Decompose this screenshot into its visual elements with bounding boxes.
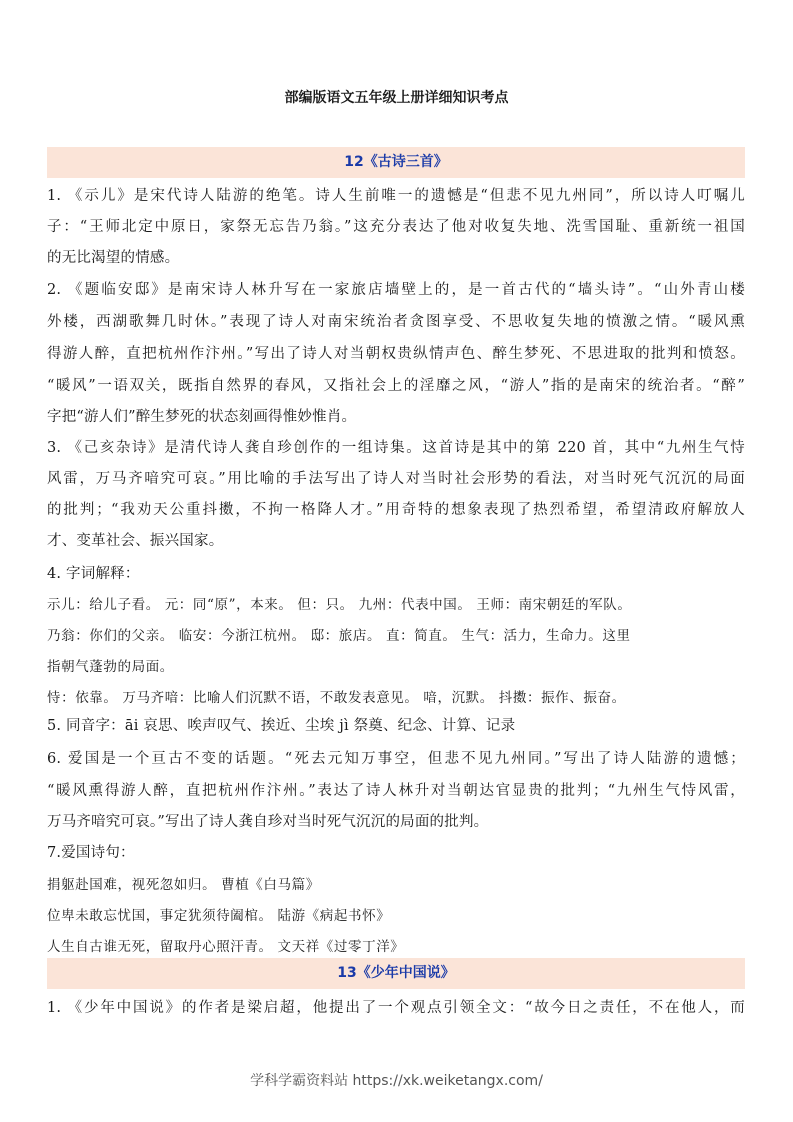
- text-line: 7.爱国诗句：: [47, 845, 135, 861]
- text-line: 6. 爱国是一个亘古不变的话题。“死去元知万事空，但悲不见九州同。”写出了诗人陆游的遗憾；: [47, 751, 745, 767]
- poem-line: 人生自古谁无死，留取丹心照汗青。 文天祥《过零丁洋》: [47, 939, 405, 955]
- text-line: 字把“游人们”醉生梦死的状态刻画得惟妙惟肖。: [47, 409, 357, 425]
- text-line: 恃：依靠。 万马齐喑：比喻人们沉默不语，不敢发表意见。 喑，沉默。 抖擞：振作、振奋。: [47, 690, 626, 706]
- text-line: 1. 《少年中国说》的作者是梁启超，他提出了一个观点引领全文：“故今日之责任，不在他人，而: [47, 1000, 745, 1016]
- text-line: “暖风熏得游人醉，直把杭州作汴州。”表达了诗人林升对当朝达官显贵的批判；“九州生气恃风雷，: [47, 783, 745, 799]
- page-title: 部编版语文五年级上册详细知识考点: [284, 90, 509, 106]
- text-line: 的无比渴望的情感。: [47, 250, 180, 266]
- text-line: 的批判；“我劝天公重抖擞，不拘一格降人才。”用奇特的想象表现了热烈希望，希望清政府解放人: [47, 502, 745, 518]
- text-line: 1. 《示儿》是宋代诗人陆游的绝笔。诗人生前唯一的遗憾是“但悲不见九州同”，所以诗人叮嘱儿: [47, 188, 745, 204]
- text-line: 得游人醉，直把杭州作汴州。”写出了诗人对当朝权贵纵情声色、醉生梦死、不思进取的批判和愤怒。: [47, 346, 745, 362]
- text-line: 子：“王师北定中原日，家祭无忘告乃翁。”这充分表达了他对收复失地、洗雪国耻、重新统一祖国: [47, 219, 745, 235]
- poem-line: 捐躯赴国难，视死忽如归。 曹植《白马篇》: [47, 877, 320, 893]
- text-line: 3. 《己亥杂诗》是清代诗人龚自珍创作的一组诗集。这首诗是其中的第 220 首，其中“九州生气恃: [47, 440, 745, 456]
- text-line: 外楼，西湖歌舞几时休。”表现了诗人对南宋统治者贪图享受、不思收复失地的愤激之情。“暖风熏: [47, 314, 745, 330]
- text-line: 2. 《题临安邸》是南宋诗人林升写在一家旅店墙壁上的，是一首古代的“墙头诗”。“山外青山楼: [47, 282, 745, 298]
- text-line: 5. 同音字：āi 哀思、唉声叹气、挨近、尘埃 jì 祭奠、纪念、计算、记录: [47, 718, 516, 734]
- section-heading-12: 12《古诗三首》: [47, 147, 745, 178]
- section-heading-13: 13《少年中国说》: [47, 958, 745, 989]
- footer-watermark: 学科学霸资料站 https://xk.weiketangx.com/: [250, 1073, 543, 1089]
- text-line: “暖风”一语双关，既指自然界的春风，又指社会上的淫靡之风，“游人”指的是南宋的统治者。“醉”: [47, 378, 745, 394]
- text-line: 才、变革社会、振兴国家。: [47, 533, 224, 549]
- text-line: 乃翁：你们的父亲。 临安：今浙江杭州。 邸：旅店。 直：简直。 生气：活力，生命力。这里: [47, 628, 631, 644]
- text-line: 指朝气蓬勃的局面。: [47, 659, 174, 675]
- text-line: 风雷，万马齐喑究可哀。”用比喻的手法写出了诗人对当时社会形势的看法，对当时死气沉沉的局面: [47, 471, 745, 487]
- text-line: 4. 字词解释：: [47, 566, 140, 582]
- poem-line: 位卑未敢忘忧国，事定犹须待阖棺。 陆游《病起书怀》: [47, 908, 391, 924]
- text-line: 示儿：给儿子看。 元：同“原”，本来。 但：只。 九州：代表中国。 王师：南宋朝廷的军队。: [47, 597, 632, 613]
- text-line: 万马齐喑究可哀。”写出了诗人龚自珍对当时死气沉沉的局面的批判。: [47, 814, 489, 830]
